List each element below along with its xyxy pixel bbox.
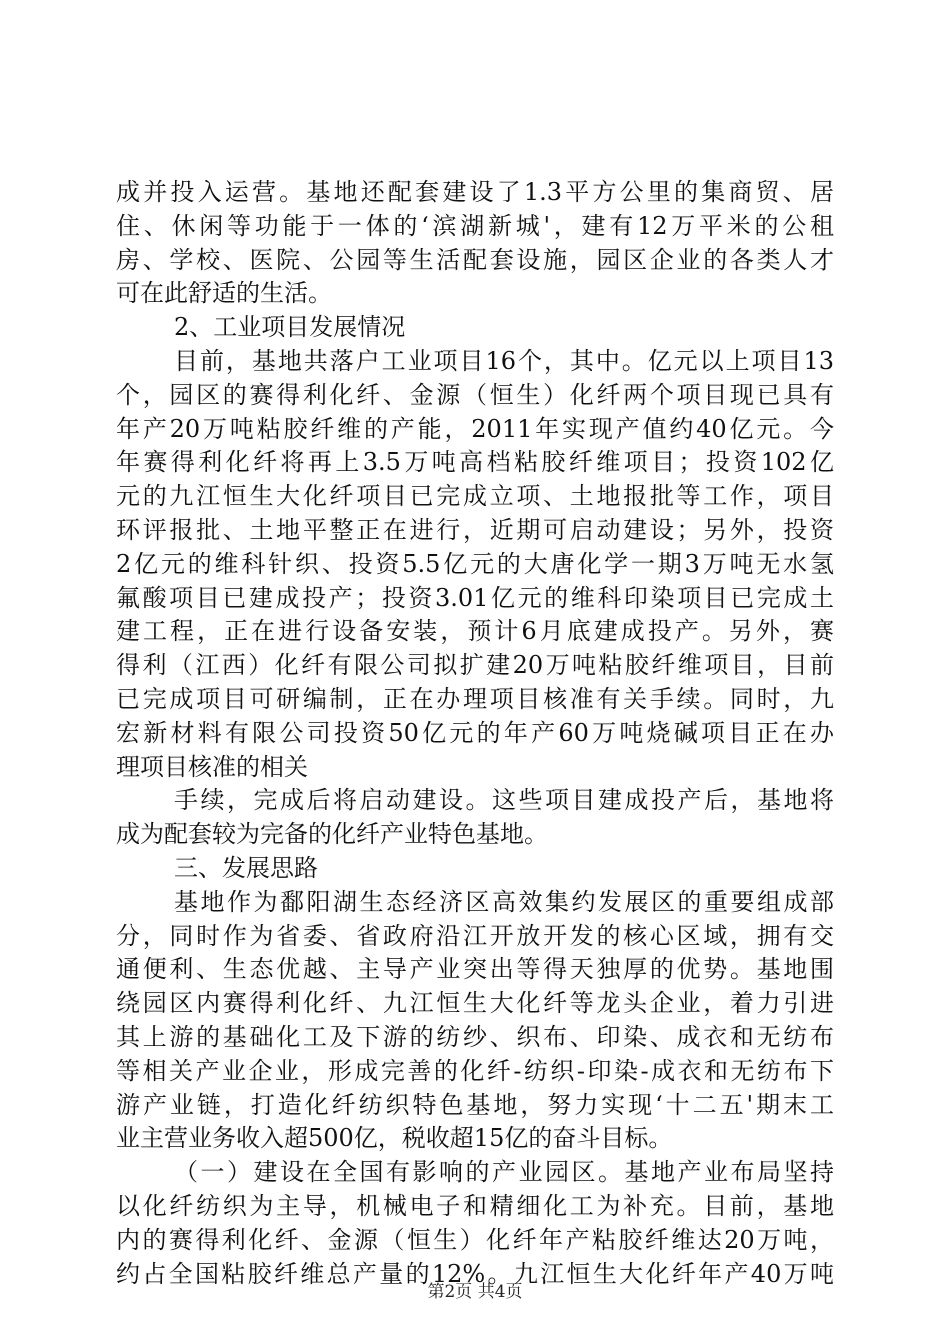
text-line: 理项目核准的相关 xyxy=(116,752,308,781)
text-line: 基地作为鄱阳湖生态经济区高效集约发展区的重要组成部 xyxy=(174,887,834,916)
text-line: 2亿元的维科针织、投资5.5亿元的大唐化学一期3万吨无水氢 xyxy=(116,549,834,578)
page-footer: 第2页 共4页 xyxy=(427,1282,523,1302)
text-line: 已完成项目可研编制，正在办理项目核准有关手续。同时，九 xyxy=(116,684,834,713)
text-line: 氟酸项目已建成投产；投资3.01亿元的维科印染项目已完成土 xyxy=(116,583,834,612)
document-body xyxy=(116,176,834,1291)
text-line: 得利（江西）化纤有限公司拟扩建20万吨粘胶纤维项目，目前 xyxy=(116,651,834,680)
text-line: 元的九江恒生大化纤项目已完成立项、土地报批等工作，项目 xyxy=(116,482,834,511)
text-line: 绕园区内赛得利化纤、九江恒生大化纤等龙头企业，着力引进 xyxy=(116,989,834,1018)
text-line: 可在此舒适的生活。 xyxy=(116,279,332,308)
text-line: 成并投入运营。基地还配套建设了1.3平方公里的集商贸、居 xyxy=(116,178,834,206)
text-line: 环评报批、土地平整正在进行，近期可启动建设；另外，投资 xyxy=(116,515,834,544)
text-line: 宏新材料有限公司投资50亿元的年产60万吨烧碱项目正在办 xyxy=(116,718,834,747)
text-line: 等相关产业企业，形成完善的化纤-纺织-印染-成衣和无纺布下 xyxy=(116,1056,834,1085)
text-line: 手续，完成后将启动建设。这些项目建成投产后，基地将 xyxy=(174,786,834,815)
text-line: 业主营业务收入超500亿，税收超15亿的奋斗目标。 xyxy=(116,1124,673,1153)
text-line: 三、发展思路 xyxy=(174,853,318,882)
text-line: 房、学校、医院、公园等生活配套设施，园区企业的各类人才 xyxy=(116,245,834,274)
text-line: 年赛得利化纤将再上3.5万吨高档粘胶纤维项目；投资102亿 xyxy=(116,448,834,477)
text-line: 年产20万吨粘胶纤维的产能，2011年实现产值约40亿元。今 xyxy=(116,414,834,443)
text-line: 以化纤纺织为主导，机械电子和精细化工为补充。目前，基地 xyxy=(116,1191,834,1220)
text-line: 其上游的基础化工及下游的纺纱、织布、印染、成衣和无纺布 xyxy=(116,1022,834,1051)
text-line: 个，园区的赛得利化纤、金源（恒生）化纤两个项目现已具有 xyxy=(116,380,834,409)
text-line: 通便利、生态优越、主导产业突出等得天独厚的优势。基地围 xyxy=(116,955,834,984)
text-line: 2、工业项目发展情况 xyxy=(174,313,406,342)
text-line: （一）建设在全国有影响的产业园区。基地产业布局坚持 xyxy=(174,1158,834,1187)
text-line: 目前，基地共落户工业项目16个，其中。亿元以上项目13 xyxy=(174,346,834,375)
text-line: 游产业链，打造化纤纺织特色基地，努力实现‘十二五'期末工 xyxy=(116,1090,834,1119)
text-line: 约占全国粘胶纤维总产量的12%。九江恒生大化纤年产40万吨 xyxy=(116,1259,834,1288)
text-line: 成为配套较为完备的化纤产业特色基地。 xyxy=(116,820,548,849)
text-line: 住、休闲等功能于一体的‘滨湖新城'，建有12万平米的公租 xyxy=(116,211,834,240)
text-line: 分，同时作为省委、省政府沿江开放开发的核心区域，拥有交 xyxy=(116,921,834,950)
text-line: 建工程，正在进行设备安装，预计6月底建成投产。另外，赛 xyxy=(116,617,834,646)
text-line: 内的赛得利化纤、金源（恒生）化纤年产粘胶纤维达20万吨， xyxy=(116,1225,834,1254)
